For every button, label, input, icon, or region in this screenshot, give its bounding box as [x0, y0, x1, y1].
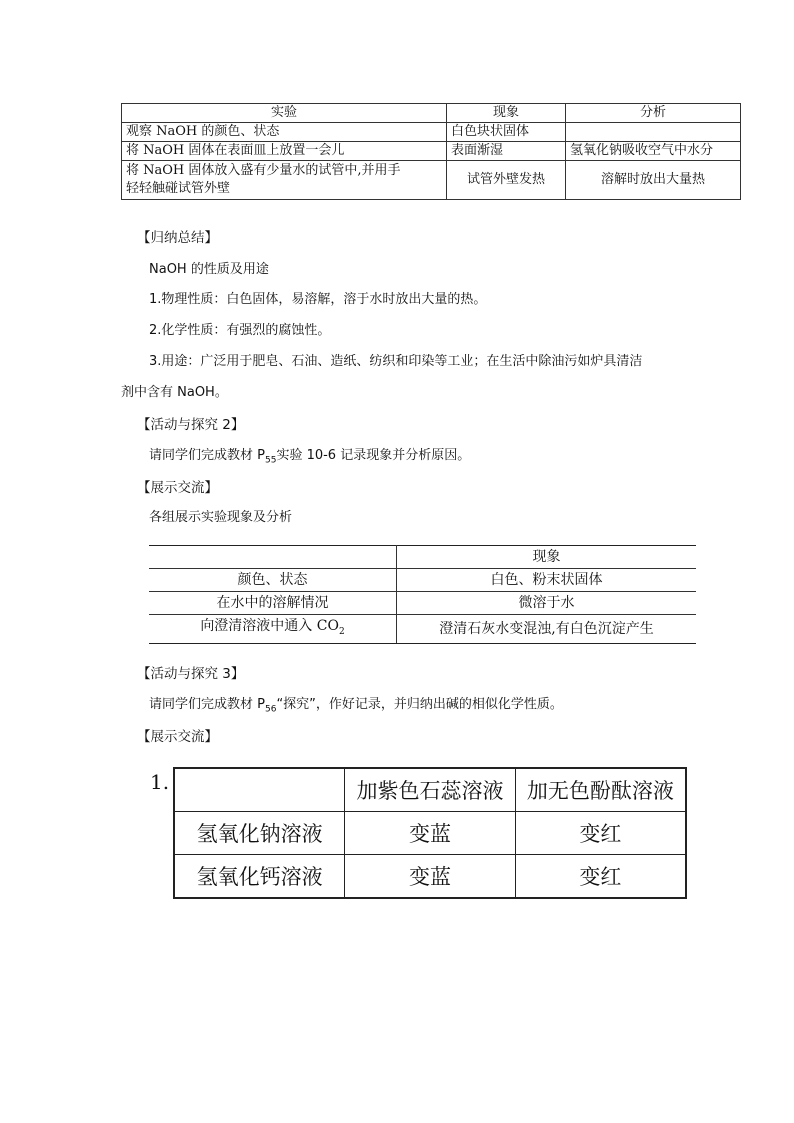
- summary-item-3-line1: 3.用途：广泛用于肥皂、石油、造纸、纺织和印染等工业；在生活中除油污如炉具清洁: [149, 354, 643, 369]
- activity2-heading: 【活动与探究 2】: [137, 417, 245, 433]
- table-cell: 澄清石灰水变混浊,有白色沉淀产生: [397, 615, 697, 644]
- text-part: “探究”，作好记录，并归纳出碱的相似化学性质。: [276, 697, 563, 712]
- experiment-table: [121, 103, 741, 200]
- table-header-cell: [174, 768, 345, 812]
- page-subscript: 55: [264, 455, 277, 466]
- cell-text: 向澄清溶液中通入 CO: [200, 618, 339, 634]
- summary-item-2: 2.化学性质：有强烈的腐蚀性。: [149, 323, 331, 338]
- table-cell: 将 NaOH 固体在表面皿上放置一会儿: [122, 142, 447, 161]
- table-cell: 白色块状固体: [447, 123, 566, 142]
- indicator-table: [173, 767, 687, 899]
- table-header-cell: 加紫色石蕊溶液: [345, 768, 515, 812]
- table-cell: 观察 NaOH 的颜色、状态: [122, 123, 447, 142]
- table-cell: 表面渐湿: [447, 142, 566, 161]
- table-header-row: [122, 104, 741, 123]
- cell-line: 将 NaOH 固体放入盛有少量水的试管中,并用手: [126, 163, 401, 178]
- table-cell: [566, 123, 741, 142]
- show2-heading: 【展示交流】: [137, 729, 218, 745]
- table-cell: 白色、粉末状固体: [397, 569, 697, 592]
- table-cell: 氢氧化钠吸收空气中水分: [566, 142, 741, 161]
- table-row: [122, 161, 741, 200]
- table-row: [174, 812, 686, 855]
- table-row: [122, 142, 741, 161]
- table-header-row: [149, 546, 696, 569]
- text-part: 请同学们完成教材 P: [149, 697, 265, 712]
- summary-item-3-line2: 剂中含有 NaOH。: [121, 385, 228, 400]
- table-header-cell: [149, 546, 397, 569]
- item-number: 1.: [150, 770, 170, 794]
- table-row: [149, 592, 696, 615]
- activity3-text: [149, 696, 563, 719]
- table-cell: 变蓝: [345, 855, 515, 899]
- summary-title: NaOH 的性质及用途: [149, 262, 269, 277]
- table-cell: 变蓝: [345, 812, 515, 855]
- table-cell: [122, 161, 447, 200]
- text-part: 实验 10-6 记录现象并分析原因。: [276, 448, 471, 463]
- table-row: [174, 855, 686, 899]
- table-cell: [149, 615, 397, 644]
- table-cell: 氢氧化钙溶液: [174, 855, 345, 899]
- table-cell: 氢氧化钠溶液: [174, 812, 345, 855]
- table-header-cell: 实验: [122, 104, 447, 123]
- table-cell: 试管外壁发热: [447, 161, 566, 200]
- table-cell: 变红: [515, 812, 686, 855]
- show1-heading: 【展示交流】: [137, 480, 218, 496]
- activity2-text: [149, 447, 470, 470]
- summary-heading: 【归纳总结】: [137, 230, 218, 246]
- text-part: 请同学们完成教材 P: [149, 448, 265, 463]
- summary-item-1: 1.物理性质：白色固体，易溶解，溶于水时放出大量的热。: [149, 292, 487, 307]
- table-row: [149, 569, 696, 592]
- table-cell: 溶解时放出大量热: [566, 161, 741, 200]
- table-header-cell: 分析: [566, 104, 741, 123]
- table-cell: 颜色、状态: [149, 569, 397, 592]
- table-row: [122, 123, 741, 142]
- table-cell: 在水中的溶解情况: [149, 592, 397, 615]
- observation-table: [149, 545, 696, 644]
- table-cell: 变红: [515, 855, 686, 899]
- cell-line: 轻轻触碰试管外壁: [126, 181, 231, 196]
- table-row: [149, 615, 696, 644]
- page-subscript: 56: [264, 704, 277, 715]
- table-header-cell: 现象: [397, 546, 697, 569]
- table-cell: 微溶于水: [397, 592, 697, 615]
- activity3-heading: 【活动与探究 3】: [137, 666, 245, 682]
- show1-text: 各组展示实验现象及分析: [149, 510, 293, 525]
- table-header-row: [174, 768, 686, 812]
- co2-subscript: 2: [338, 626, 345, 637]
- table-header-cell: 加无色酚酞溶液: [515, 768, 686, 812]
- table-header-cell: 现象: [447, 104, 566, 123]
